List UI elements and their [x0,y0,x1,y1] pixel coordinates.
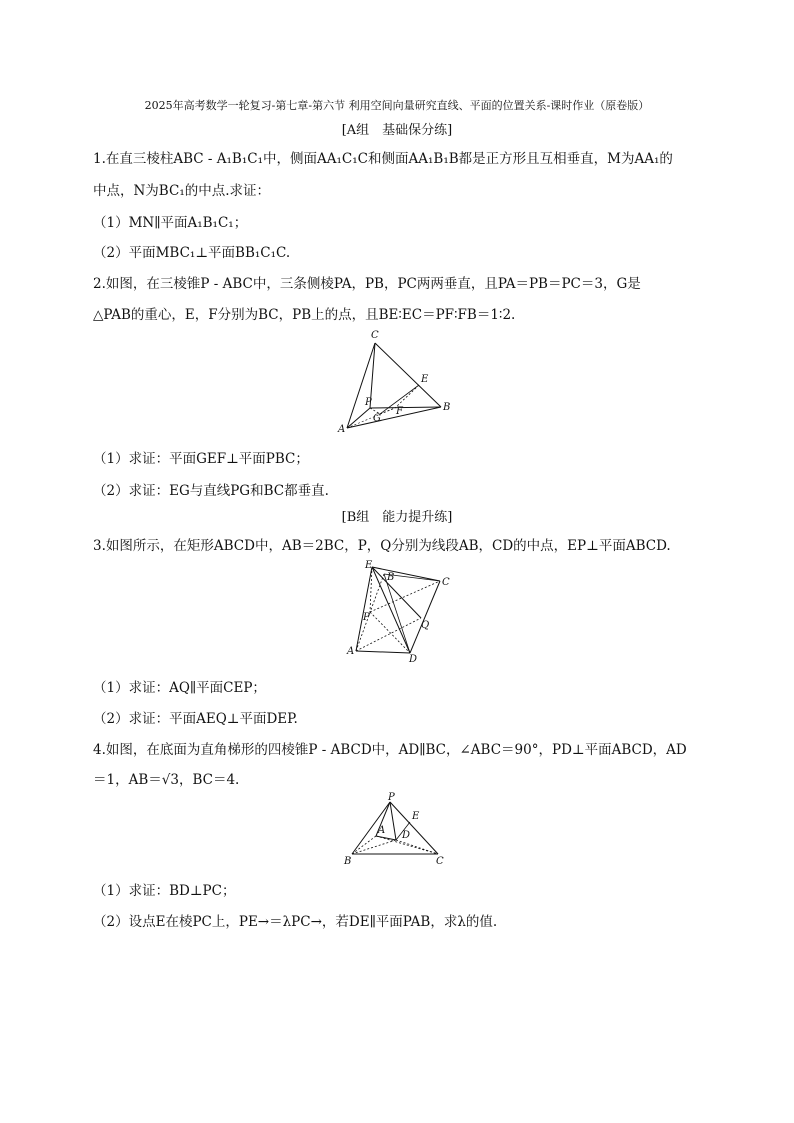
problem-2-part-1: （1）求证：平面GEF⊥平面PBC； [93,451,309,467]
problem-1-part-1: （1）MN∥平面A₁B₁C₁； [93,215,248,231]
problem-1-part-2: （2）平面MBC₁⊥平面BB₁C₁C. [93,245,291,261]
fig4-label-a: A [378,825,386,836]
fig4-label-p: P [388,792,395,803]
fig2-label-g: G [373,413,381,424]
problem-4-part-1: （1）求证：BD⊥PC； [93,883,236,899]
problem-2-line-2: △PAB的重心，E，F分别为BC，PB上的点，且BE∶EC＝PF∶FB＝1∶2. [93,307,516,323]
problem-3-part-2: （2）求证：平面AEQ⊥平面DEP. [93,711,298,727]
fig2-label-p: P [365,397,372,408]
problem-2-line-1: 2.如图，在三棱锥P - ABC中，三条侧棱PA，PB，PC两两垂直，且PA＝PB＝PC＝3，G是 [93,276,641,292]
fig4-label-b: B [344,856,352,867]
document-title: 2025年高考数学一轮复习-第七章-第六节 利用空间向量研究直线、平面的位置关系-课时作业（原卷版） [144,99,650,112]
fig3-label-p: P [363,612,370,623]
problem-1-line-2: 中点，N为BC₁的中点.求证： [93,183,271,199]
fig4-label-e: E [412,811,420,822]
problem-3-line-1: 3.如图所示，在矩形ABCD中，AB＝2BC，P，Q分别为线段AB，CD的中点，EP⊥平面ABCD. [93,538,671,554]
problem-2-part-2: （2）求证：EG与直线PG和BC都垂直. [93,483,329,499]
fig4-label-d: D [402,830,411,841]
fig2-label-b: B [443,402,451,413]
fig3-label-c: C [442,577,450,588]
figure-pyramid-pabcd [340,792,460,872]
fig3-label-q: Q [421,620,430,631]
fig2-label-a: A [338,424,346,435]
fig4-label-c: C [436,856,444,867]
problem-3-part-1: （1）求证：AQ∥平面CEP； [93,680,266,696]
figure-rectangle-abcd [336,556,456,668]
problem-4-line-1: 4.如图，在底面为直角梯形的四棱锥P - ABCD中，AD∥BC，∠ABC＝90°，PD⊥平面ABCD，AD [93,742,687,758]
fig3-label-a: A [347,646,355,657]
fig3-label-e: E [365,560,373,571]
problem-1-line-1: 1.在直三棱柱ABC - A₁B₁C₁中，侧面AA₁C₁C和侧面AA₁B₁B都是正方形且互相垂直，M为AA₁的 [93,151,673,167]
problem-4-line-2: ＝1，AB＝√3，BC＝4. [93,772,240,788]
problem-4-part-2: （2）设点E在棱PC上，PE→＝λPC→，若DE∥平面PAB，求λ的值. [93,914,498,930]
figure-tetrahedron-pabc [335,328,465,436]
group-b-header: [B组 能力提升练] [341,510,453,525]
fig2-label-f: F [396,406,403,417]
fig2-label-c: C [371,330,379,341]
fig3-label-b: B [387,572,395,583]
fig2-label-e: E [421,374,429,385]
group-a-header: [A组 基础保分练] [341,123,453,138]
fig3-label-d: D [409,654,418,665]
